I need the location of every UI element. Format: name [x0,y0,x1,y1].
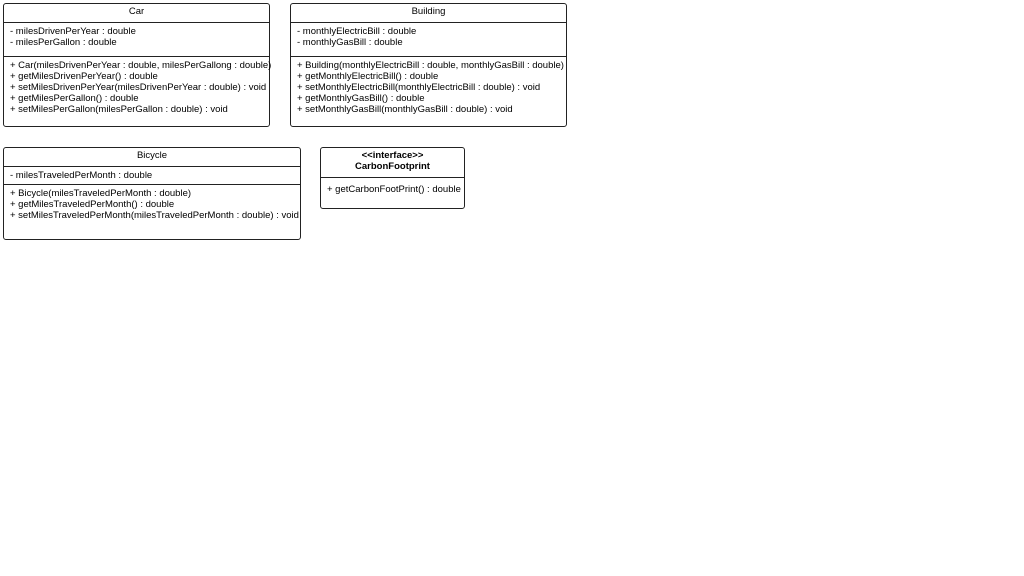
class-building-attributes [291,23,566,57]
class-bicycle-attributes [4,167,300,185]
method: + getCarbonFootPrint() : double [327,184,461,195]
attribute: - monthlyElectricBill : double [297,26,417,37]
interface-carbon-footprint-header [321,148,464,178]
attribute: - milesDrivenPerYear : double [10,26,136,37]
class-name: Bicycle [136,150,168,161]
method: + Bicycle(milesTraveledPerMonth : double) [10,188,192,199]
method: + Car(milesDrivenPerYear : double, milesPerGallong : double) [10,60,272,71]
method: + getMilesTraveledPerMonth() : double [10,199,175,210]
class-car-attributes [4,23,269,57]
class-building-header [291,4,566,23]
class-bicycle[interactable] [3,147,301,240]
attribute: - milesPerGallon : double [10,37,117,48]
class-car[interactable] [3,3,270,127]
attribute: - milesTraveledPerMonth : double [10,170,153,181]
attribute: - monthlyGasBill : double [297,37,403,48]
method: + setMilesDrivenPerYear(milesDrivenPerYear : double) : void [10,82,267,93]
interface-name: CarbonFootprint [355,161,430,172]
stereotype-label: <<interface>> [361,150,424,161]
method: + getMonthlyGasBill() : double [297,93,425,104]
method: + setMilesTraveledPerMonth(milesTraveledPerMonth : double) : void [10,210,299,221]
class-bicycle-methods [4,185,300,224]
class-name: Car [128,6,145,17]
interface-carbon-footprint-methods [321,178,464,198]
class-building[interactable] [290,3,567,127]
method: + getMonthlyElectricBill() : double [297,71,439,82]
method: + setMonthlyGasBill(monthlyGasBill : double) : void [297,104,513,115]
method: + Building(monthlyElectricBill : double, monthlyGasBill : double) [297,60,564,71]
class-bicycle-header [4,148,300,167]
method: + getMilesDrivenPerYear() : double [10,71,158,82]
class-car-methods [4,57,272,118]
class-building-methods [291,57,566,118]
method: + setMilesPerGallon(milesPerGallon : double) : void [10,104,228,115]
class-car-header [4,4,269,23]
method: + getMilesPerGallon() : double [10,93,139,104]
class-name: Building [411,6,446,17]
method: + setMonthlyElectricBill(monthlyElectricBill : double) : void [297,82,541,93]
interface-carbon-footprint[interactable] [320,147,465,209]
